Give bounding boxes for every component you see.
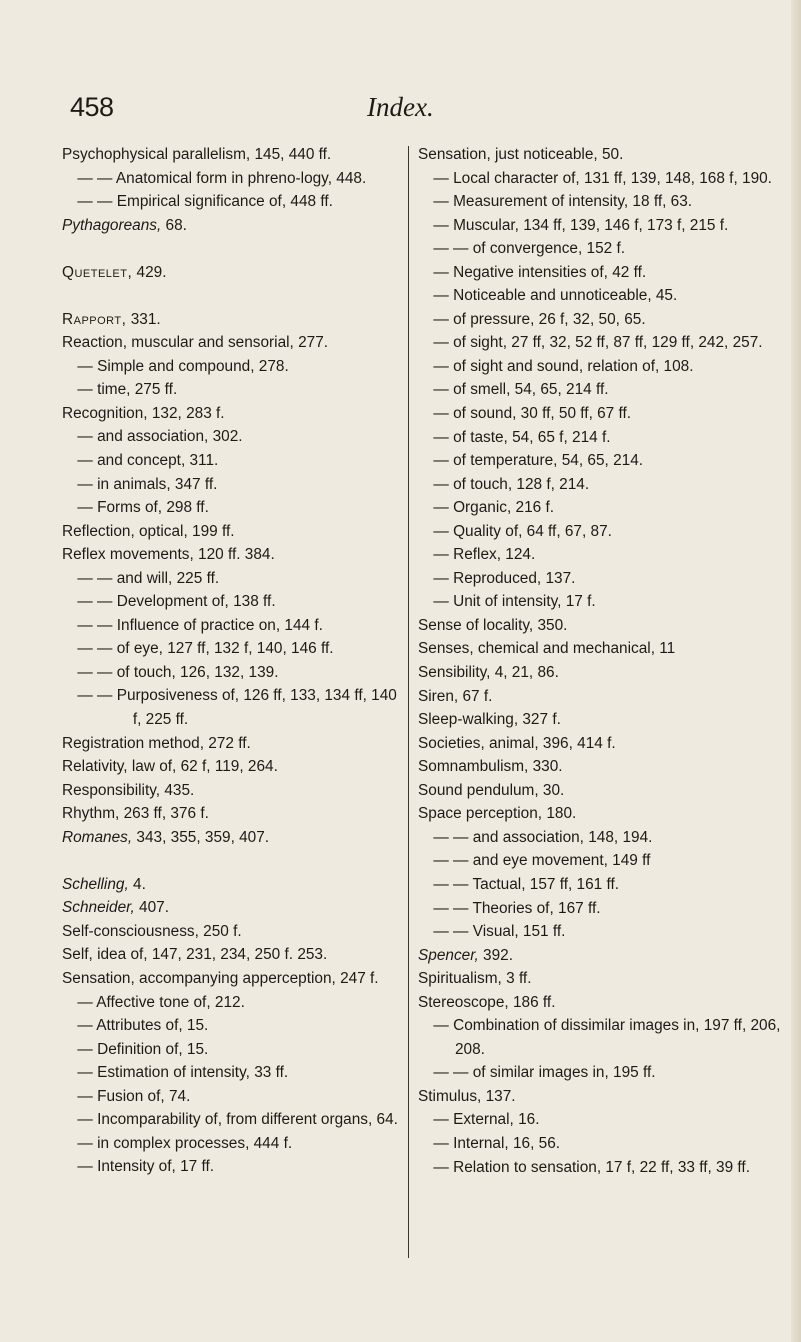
entry-term: and association, — [97, 428, 209, 446]
entry-term: Internal, — [453, 1134, 509, 1152]
entry-pages: 216 f. — [511, 499, 555, 517]
index-entry — [62, 331, 404, 355]
index-entry: — of sound, 30 ff, 50 ff, 67 ff. — [433, 405, 632, 423]
entry-pages: 67 f. — [458, 687, 493, 705]
index-entry: — Organic, 216 f. — [433, 499, 555, 517]
entry-pages: 15. — [182, 1017, 209, 1035]
index-entry: — of sight, 27 ff, 32, 52 ff, 87 ff, 129 ff, 242, 257. — [433, 334, 763, 352]
entry-pages: 444 f. — [249, 1134, 293, 1152]
entry-term: Organic, — [453, 499, 512, 517]
index-entry: — — and will, 225 ff. — [77, 569, 220, 587]
entry-term: in complex processes, — [97, 1134, 250, 1152]
index-entry: — time, 275 ff. — [77, 381, 178, 399]
entry-pages: 149 ff — [607, 852, 651, 870]
entry-pages: 3 ff. — [501, 970, 532, 988]
index-entry — [62, 261, 404, 285]
entry-pages: 144 f. — [280, 616, 323, 634]
entry-pages: 17 ff. — [175, 1158, 215, 1176]
entry-pages: 448. — [332, 169, 367, 187]
entry-pages: 199 ff. — [187, 522, 235, 540]
entry-term: of taste, — [453, 428, 508, 446]
entry-term: Registration method, — [62, 734, 205, 752]
entry-term: and association, — [472, 828, 584, 846]
index-entry: — — Empirical significance of, 448 ff. — [77, 193, 333, 211]
entry-term: and eye movement, — [472, 852, 608, 870]
index-entry: — Incomparability of, from different organs, 64. — [77, 1111, 398, 1129]
entry-pages: 128 f, 214. — [512, 475, 590, 493]
index-entry: — Simple and compound, 278. — [77, 357, 289, 375]
entry-term: Self, idea of, — [62, 946, 148, 964]
entry-term: Societies, animal, — [418, 734, 539, 752]
index-entry — [418, 991, 792, 1015]
entry-term: Unit of intensity, — [453, 593, 562, 611]
entry-term: Space perception, — [418, 805, 543, 823]
entry-pages: 157 ff, 161 ff. — [525, 875, 620, 893]
entry-term: of touch, — [453, 475, 513, 493]
entry-pages: 126 ff, 133, 134 ff, 140 f, 225 ff. — [132, 687, 397, 729]
index-entry — [62, 967, 404, 991]
entry-pages: 272 ff. — [204, 734, 251, 752]
entry-pages: 16, 56. — [508, 1134, 561, 1152]
entry-term: Senses, chemical and mechanical, — [418, 640, 655, 658]
index-entry: — — Tactual, 157 ff, 161 ff. — [433, 875, 620, 893]
entry-pages: 350. — [533, 616, 568, 634]
entry-pages: 396, 414 f. — [538, 734, 616, 752]
entry-gap — [62, 284, 404, 308]
index-entry: — Measurement of intensity, 18 ff, 63. — [433, 193, 693, 211]
index-entry: — Attributes of, 15. — [77, 1017, 209, 1035]
entry-term: Reaction, muscular and sensorial, — [62, 334, 294, 352]
entry-pages: 212. — [210, 993, 245, 1011]
entry-term: Sound pendulum, — [418, 781, 539, 799]
entry-pages: 45. — [651, 287, 678, 305]
entry-term: Pythagoreans, — [62, 216, 162, 234]
entry-term: Sensation, just noticeable, — [418, 146, 598, 163]
index-entry — [418, 967, 792, 991]
index-entry: — — of touch, 126, 132, 139. — [77, 663, 279, 681]
entry-pages: 145, 440 ff. — [250, 146, 332, 163]
entry-pages: 11 — [654, 640, 676, 658]
entry-term: Purposiveness of, — [116, 687, 240, 705]
entry-pages: 247 f. — [335, 970, 379, 987]
entry-term: Estimation of intensity, — [97, 1064, 250, 1082]
index-entry — [62, 873, 404, 897]
index-column-left — [62, 143, 404, 1179]
index-entry: — and concept, 311. — [77, 452, 219, 470]
index-entry — [418, 708, 792, 732]
index-entry: — Quality of, 64 ff, 67, 87. — [433, 522, 612, 540]
entry-term: Development of, — [116, 593, 229, 611]
index-entry — [418, 944, 792, 968]
entry-term: of pressure, — [453, 310, 535, 328]
entry-term: in animals, — [97, 475, 171, 493]
entry-term: Sleep-walking, — [418, 711, 519, 729]
entry-term: of convergence, — [472, 240, 583, 258]
index-entry — [418, 802, 792, 826]
entry-term: Tactual, — [472, 875, 526, 893]
entry-pages: 42 ff. — [607, 263, 647, 281]
index-entry: — Fusion of, 74. — [77, 1087, 191, 1105]
index-entry: — External, 16. — [433, 1111, 540, 1129]
entry-pages: 18 ff, 63. — [628, 193, 693, 211]
index-entry: — — Visual, 151 ff. — [433, 923, 566, 941]
index-entry: — — of similar images in, 195 ff. — [433, 1064, 656, 1082]
entry-term: Incomparability of, from different organs, — [97, 1111, 373, 1129]
entry-term: Intensity of, — [97, 1158, 176, 1176]
entry-pages: 4. — [128, 875, 146, 893]
entry-pages: 407. — [134, 899, 169, 917]
entry-term: of touch, — [116, 663, 176, 681]
entry-term: of similar images in, — [472, 1064, 609, 1082]
index-entry — [418, 614, 792, 638]
entry-pages: 347 ff. — [170, 475, 218, 493]
index-entry: — — and eye movement, 149 ff — [433, 852, 651, 870]
entry-term: Relation to sensation, — [453, 1158, 602, 1176]
index-entry — [62, 826, 404, 850]
entry-term: Reflex, — [453, 546, 501, 564]
entry-pages: 134 ff, 139, 146 f, 173 f, 215 f. — [518, 216, 729, 234]
index-entry: — of taste, 54, 65 f, 214 f. — [433, 428, 611, 446]
index-entry: — — of convergence, 152 f. — [433, 240, 626, 258]
index-entry: — in animals, 347 ff. — [77, 475, 218, 493]
index-entry: — — Influence of practice on, 144 f. — [77, 616, 323, 634]
entry-pages: 311. — [185, 452, 219, 470]
entry-term: Negative intensities of, — [453, 263, 608, 281]
entry-term: Local character of, — [453, 169, 580, 187]
index-entry — [418, 732, 792, 756]
entry-pages: 64. — [372, 1111, 398, 1129]
entry-term: Somnambulism, — [418, 758, 529, 776]
entry-term: Recognition, — [62, 404, 148, 422]
index-entry: — Combination of dissimilar images in, 197 ff, 206, 208. — [433, 1017, 781, 1058]
entry-term: Spiritualism, — [418, 970, 502, 988]
index-entry: — Muscular, 134 ff, 139, 146 f, 173 f, 215 f. — [433, 216, 729, 234]
entry-pages: 16. — [513, 1111, 540, 1129]
index-entry: — and association, 302. — [77, 428, 243, 446]
entry-pages: 124. — [500, 546, 536, 564]
entry-pages: 327 f. — [518, 711, 561, 729]
entry-pages: 30. — [538, 781, 565, 799]
entry-term: of sound, — [453, 405, 517, 423]
entry-pages: 435. — [160, 781, 195, 799]
entry-pages: 343, 355, 359, 407. — [132, 828, 270, 846]
entry-term: Reflex movements, — [62, 546, 194, 564]
entry-term: Combination of dissimilar images in, — [453, 1017, 700, 1035]
entry-term: Self-consciousness, — [62, 922, 199, 940]
entry-pages: 186 ff. — [508, 993, 556, 1011]
entry-gap — [62, 237, 404, 261]
entry-term: Stimulus, — [418, 1087, 482, 1105]
entry-pages: 27 ff, 32, 52 ff, 87 ff, 129 ff, 242, 257. — [506, 334, 763, 352]
index-entry — [62, 943, 404, 967]
index-entry: — Forms of, 298 ff. — [77, 499, 209, 517]
entry-term: Psychophysical parallelism, — [62, 146, 251, 163]
index-entry — [62, 920, 404, 944]
index-entry — [62, 896, 404, 920]
entry-pages: 151 ff. — [518, 923, 566, 941]
index-entry: — of pressure, 26 f, 32, 50, 65. — [433, 310, 646, 328]
index-entry: — — Anatomical form in phreno-logy, 448. — [77, 169, 367, 187]
index-entry: — Noticeable and unnoticeable, 45. — [433, 287, 678, 305]
index-entry: — Internal, 16, 56. — [433, 1134, 561, 1152]
entry-term: Schelling, — [62, 875, 129, 893]
entry-term: Noticeable and unnoticeable, — [453, 287, 652, 305]
entry-term: and concept, — [97, 452, 186, 470]
entry-term: and will, — [116, 569, 173, 587]
entry-term: Visual, — [472, 923, 519, 941]
entry-term: External, — [453, 1111, 514, 1129]
index-entry: — — of eye, 127 ff, 132 f, 140, 146 ff. — [77, 640, 334, 658]
index-entry — [418, 143, 792, 167]
column-divider — [408, 146, 409, 1258]
entry-term: Relativity, law of, — [62, 758, 177, 776]
entry-term: Rapport, — [62, 310, 127, 328]
entry-pages: 152 f. — [582, 240, 626, 258]
index-entry — [62, 732, 404, 756]
entry-pages: 277. — [293, 334, 329, 352]
entry-term: Romanes, — [62, 828, 133, 846]
index-entry — [62, 543, 404, 567]
entry-term: Stereoscope, — [418, 993, 509, 1011]
entry-pages: 30 ff, 50 ff, 67 ff. — [516, 405, 632, 423]
entry-term: Influence of practice on, — [116, 616, 281, 634]
entry-pages: 392. — [478, 946, 513, 964]
index-entry: — — Development of, 138 ff. — [77, 593, 276, 611]
entry-pages: 64 ff, 67, 87. — [522, 522, 612, 540]
entry-pages: 26 f, 32, 50, 65. — [534, 310, 646, 328]
entry-term: of sight and sound, relation of, — [453, 357, 660, 375]
index-entry: — Intensity of, 17 ff. — [77, 1158, 215, 1176]
index-entry: — — Purposiveness of, 126 ff, 133, 134 ff, 140 f, 225 ff. — [77, 687, 397, 729]
entry-pages: 298 ff. — [162, 499, 209, 517]
entry-pages: 137. — [481, 1087, 516, 1105]
index-entry — [418, 1085, 792, 1109]
index-entry — [62, 802, 404, 826]
entry-pages: 225 ff. — [172, 569, 220, 587]
index-entry: — Definition of, 15. — [77, 1040, 209, 1058]
index-entry: — Local character of, 131 ff, 139, 148, 168 f, 190. — [433, 169, 772, 187]
entry-term: Fusion of, — [97, 1087, 165, 1105]
entry-pages: 4, 21, 86. — [490, 664, 559, 682]
entry-pages: 15. — [182, 1040, 209, 1058]
entry-pages: 448 ff. — [286, 193, 333, 211]
index-entry: — Unit of intensity, 17 f. — [433, 593, 596, 611]
entry-pages: 17 f, 22 ff, 33 ff, 39 ff. — [601, 1158, 750, 1176]
index-entry: — Reproduced, 137. — [433, 569, 576, 587]
entry-pages: 131 ff, 139, 148, 168 f, 190. — [579, 169, 772, 187]
index-entry — [418, 661, 792, 685]
entry-term: Sense of locality, — [418, 616, 534, 634]
entry-term: of temperature, — [453, 452, 558, 470]
page-edge — [791, 0, 801, 1342]
index-entry: — in complex processes, 444 f. — [77, 1134, 293, 1152]
entry-pages: 17 f. — [561, 593, 596, 611]
index-entry: — — Theories of, 167 ff. — [433, 899, 601, 917]
index-entry — [418, 685, 792, 709]
entry-pages: 120 ff. 384. — [193, 546, 275, 564]
entry-term: Theories of, — [472, 899, 554, 917]
entry-term: Reflection, optical, — [62, 522, 188, 540]
entry-term: Reproduced, — [453, 569, 542, 587]
index-entry: — of temperature, 54, 65, 214. — [433, 452, 644, 470]
index-entry: — of touch, 128 f, 214. — [433, 475, 590, 493]
index-entry: — of sight and sound, relation of, 108. — [433, 357, 694, 375]
entry-term: Attributes of, — [96, 1017, 183, 1035]
index-entry — [62, 402, 404, 426]
index-entry — [62, 308, 404, 332]
entry-pages: 302. — [208, 428, 243, 446]
entry-pages: 180. — [542, 805, 577, 823]
entry-term: Schneider, — [62, 899, 135, 917]
entry-term: Measurement of intensity, — [453, 193, 629, 211]
entry-pages: 195 ff. — [608, 1064, 656, 1082]
entry-pages: 331. — [126, 310, 161, 328]
entry-term: Simple and compound, — [97, 357, 255, 375]
entry-pages: 62 f, 119, 264. — [176, 758, 278, 776]
index-entry — [62, 143, 404, 167]
entry-term: of eye, — [116, 640, 163, 658]
index-entry: — Negative intensities of, 42 ff. — [433, 263, 647, 281]
entry-term: Muscular, — [453, 216, 519, 234]
entry-pages: 74. — [164, 1087, 191, 1105]
entry-pages: 132, 283 f. — [147, 404, 225, 422]
entry-pages: 167 ff. — [553, 899, 601, 917]
entry-term: Empirical significance of, — [116, 193, 287, 211]
page-title: Index. — [367, 92, 434, 122]
entry-term: Quetelet, — [62, 263, 133, 281]
index-entry: — Relation to sensation, 17 f, 22 ff, 33 ff, 39 ff. — [433, 1158, 750, 1176]
entry-term: Anatomical form in phreno-logy, — [115, 169, 333, 187]
entry-pages: 127 ff, 132 f, 140, 146 ff. — [162, 640, 334, 658]
entry-pages: 54, 65, 214. — [557, 452, 644, 470]
entry-pages: 54, 65 f, 214 f. — [507, 428, 611, 446]
index-entry: — of smell, 54, 65, 214 ff. — [433, 381, 609, 399]
index-entry — [62, 779, 404, 803]
index-column-right — [418, 143, 792, 1179]
entry-pages: 197 ff, 206, 208. — [454, 1017, 781, 1058]
entry-term: Sensation, accompanying apperception, — [62, 970, 336, 987]
entry-pages: 278. — [254, 357, 289, 375]
entry-term: Rhythm, — [62, 805, 120, 823]
entry-term: Forms of, — [97, 499, 163, 517]
entry-term: Affective tone of, — [96, 993, 211, 1011]
entry-pages: 148, 194. — [583, 828, 653, 846]
entry-pages: 126, 132, 139. — [175, 663, 279, 681]
entry-term: Sensibility, — [418, 664, 491, 682]
entry-pages: 250 f. — [198, 922, 242, 940]
entry-term: time, — [97, 381, 131, 399]
page-header — [70, 92, 750, 132]
index-entry: — — and association, 148, 194. — [433, 828, 653, 846]
index-entry: — Reflex, 124. — [433, 546, 536, 564]
entry-pages: 68. — [161, 216, 187, 234]
entry-pages: 147, 231, 234, 250 f. 253. — [147, 946, 328, 964]
index-entry — [418, 779, 792, 803]
entry-pages: 275 ff. — [130, 381, 178, 399]
entry-pages: 54, 65, 214 ff. — [510, 381, 609, 399]
entry-term: Responsibility, — [62, 781, 161, 799]
entry-term: Quality of, — [453, 522, 523, 540]
entry-pages: 429. — [132, 263, 167, 281]
index-entry — [62, 520, 404, 544]
page-number: 458 — [70, 92, 114, 122]
index-entry — [62, 755, 404, 779]
entry-term: Siren, — [418, 687, 459, 705]
entry-pages: 108. — [659, 357, 694, 375]
entry-pages: 50. — [597, 146, 624, 163]
entry-term: Definition of, — [97, 1040, 183, 1058]
index-entry: — Affective tone of, 212. — [77, 993, 245, 1011]
index-entry — [418, 637, 792, 661]
entry-term: of smell, — [453, 381, 511, 399]
entry-term: Spencer, — [418, 946, 479, 964]
entry-pages: 137. — [541, 569, 576, 587]
index-entry — [418, 755, 792, 779]
entry-pages: 263 ff, 376 f. — [119, 805, 209, 823]
entry-term: of sight, — [453, 334, 507, 352]
entry-gap — [62, 849, 404, 873]
entry-pages: 33 ff. — [249, 1064, 289, 1082]
entry-pages: 138 ff. — [228, 593, 276, 611]
entry-pages: 330. — [528, 758, 563, 776]
index-entry: — Estimation of intensity, 33 ff. — [77, 1064, 289, 1082]
index-entry — [62, 214, 404, 238]
